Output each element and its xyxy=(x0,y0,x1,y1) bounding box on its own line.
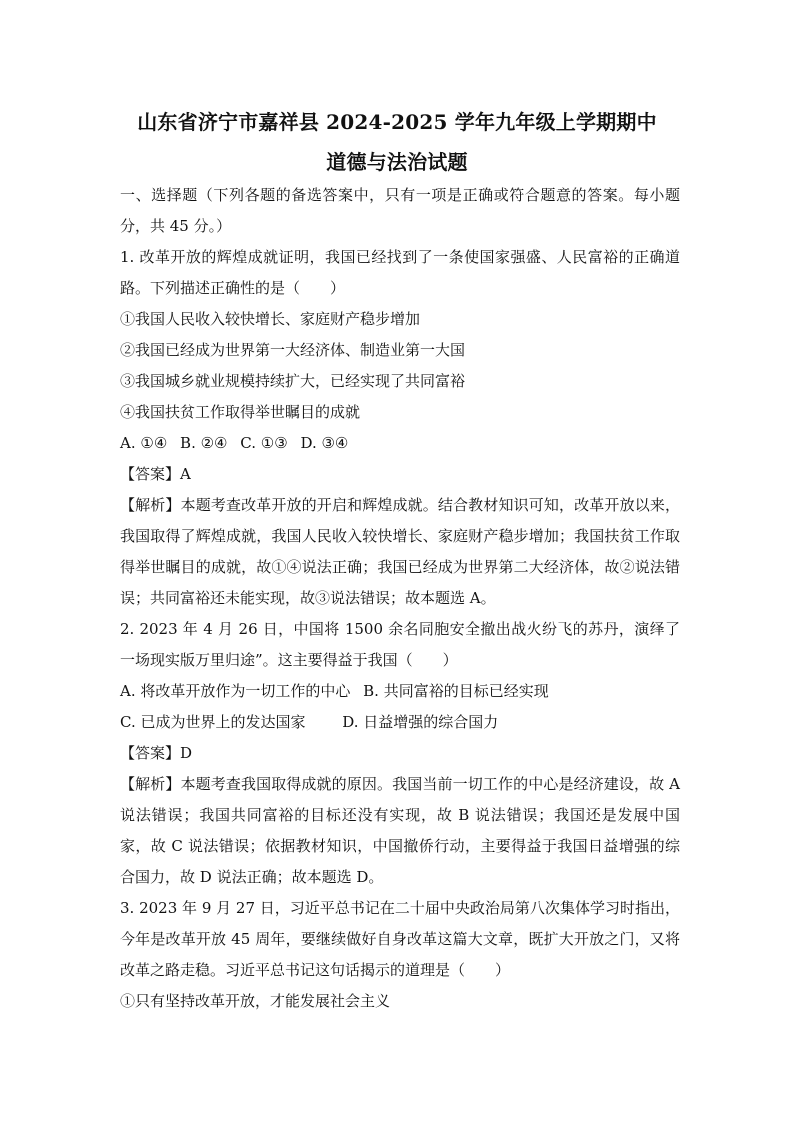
answer-line: 【答案】A xyxy=(120,465,191,483)
question-1 xyxy=(120,242,680,614)
options-row xyxy=(120,676,680,707)
answer-line: 【答案】D xyxy=(120,744,193,762)
title-line-2: 道德与法治试题 xyxy=(326,150,468,174)
statement-item: ②我国已经成为世界第一大经济体、制造业第一大国 xyxy=(120,341,466,359)
question-2 xyxy=(120,614,680,893)
option-d: D. ③④ xyxy=(300,434,349,452)
document-title xyxy=(0,102,794,182)
question-stem: 1. 改革开放的辉煌成就证明，我国已经找到了一条使国家强盛、人民富裕的正确道路。下列描述正确性的是（ ） xyxy=(120,248,680,297)
analysis-paragraph: 【解析】本题考查我国取得成就的原因。我国当前一切工作的中心是经济建设，故 A 说法错误；我国共同富裕的目标还没有实现，故 B 说法错误；我国还是发展中国家，故 C 说法错误；依据教材知识，中国撤侨行动，主要得益于我国日益增强的综合国力，故 D 说法正确；故本题选 D。 xyxy=(120,775,680,886)
options-row xyxy=(120,707,680,738)
statement-item: ①只有坚持改革开放，才能发展社会主义 xyxy=(120,992,391,1010)
title-line-1: 山东省济宁市嘉祥县 2024-2025 学年九年级上学期期中 xyxy=(137,110,657,134)
option-a: A. ①④ xyxy=(120,434,168,452)
option-d: D. 日益增强的综合国力 xyxy=(342,713,499,731)
options-row xyxy=(120,428,680,459)
option-c: C. 已成为世界上的发达国家 xyxy=(120,713,306,731)
question-stem: 3. 2023 年 9 月 27 日，习近平总书记在二十届中央政治局第八次集体学习时指出，今年是改革开放 45 周年，要继续做好自身改革这篇大文章，既扩大开放之门，又将改革之路走稳。习近平总书记这句话揭示的道理是（ ） xyxy=(120,899,680,979)
question-3 xyxy=(120,893,680,1017)
document-body xyxy=(120,180,680,1017)
option-b: B. ②④ xyxy=(180,434,228,452)
question-stem: 2. 2023 年 4 月 26 日，中国将 1500 余名同胞安全撤出战火纷飞的苏丹，演绎了一场现实版万里归途”。这主要得益于我国（ ） xyxy=(120,620,680,669)
section-heading: 一、选择题（下列各题的备选答案中，只有一项是正确或符合题意的答案。每小题分，共 45 分。） xyxy=(120,186,680,235)
statement-item: ①我国人民收入较快增长、家庭财产稳步增加 xyxy=(120,310,421,328)
option-b: B. 共同富裕的目标已经实现 xyxy=(363,682,549,700)
statement-item: ④我国扶贫工作取得举世瞩目的成就 xyxy=(120,403,361,421)
analysis-paragraph: 【解析】本题考查改革开放的开启和辉煌成就。结合教材知识可知，改革开放以来，我国取得了辉煌成就，我国人民收入较快增长、家庭财产稳步增加；我国扶贫工作取得举世瞩目的成就，故①④说法正确；我国已经成为世界第二大经济体，故②说法错误；共同富裕还未能实现，故③说法错误；故本题选 A。 xyxy=(120,496,680,607)
option-a: A. 将改革开放作为一切工作的中心 xyxy=(120,682,351,700)
option-c: C. ①③ xyxy=(240,434,288,452)
statement-item: ③我国城乡就业规模持续扩大，已经实现了共同富裕 xyxy=(120,372,466,390)
